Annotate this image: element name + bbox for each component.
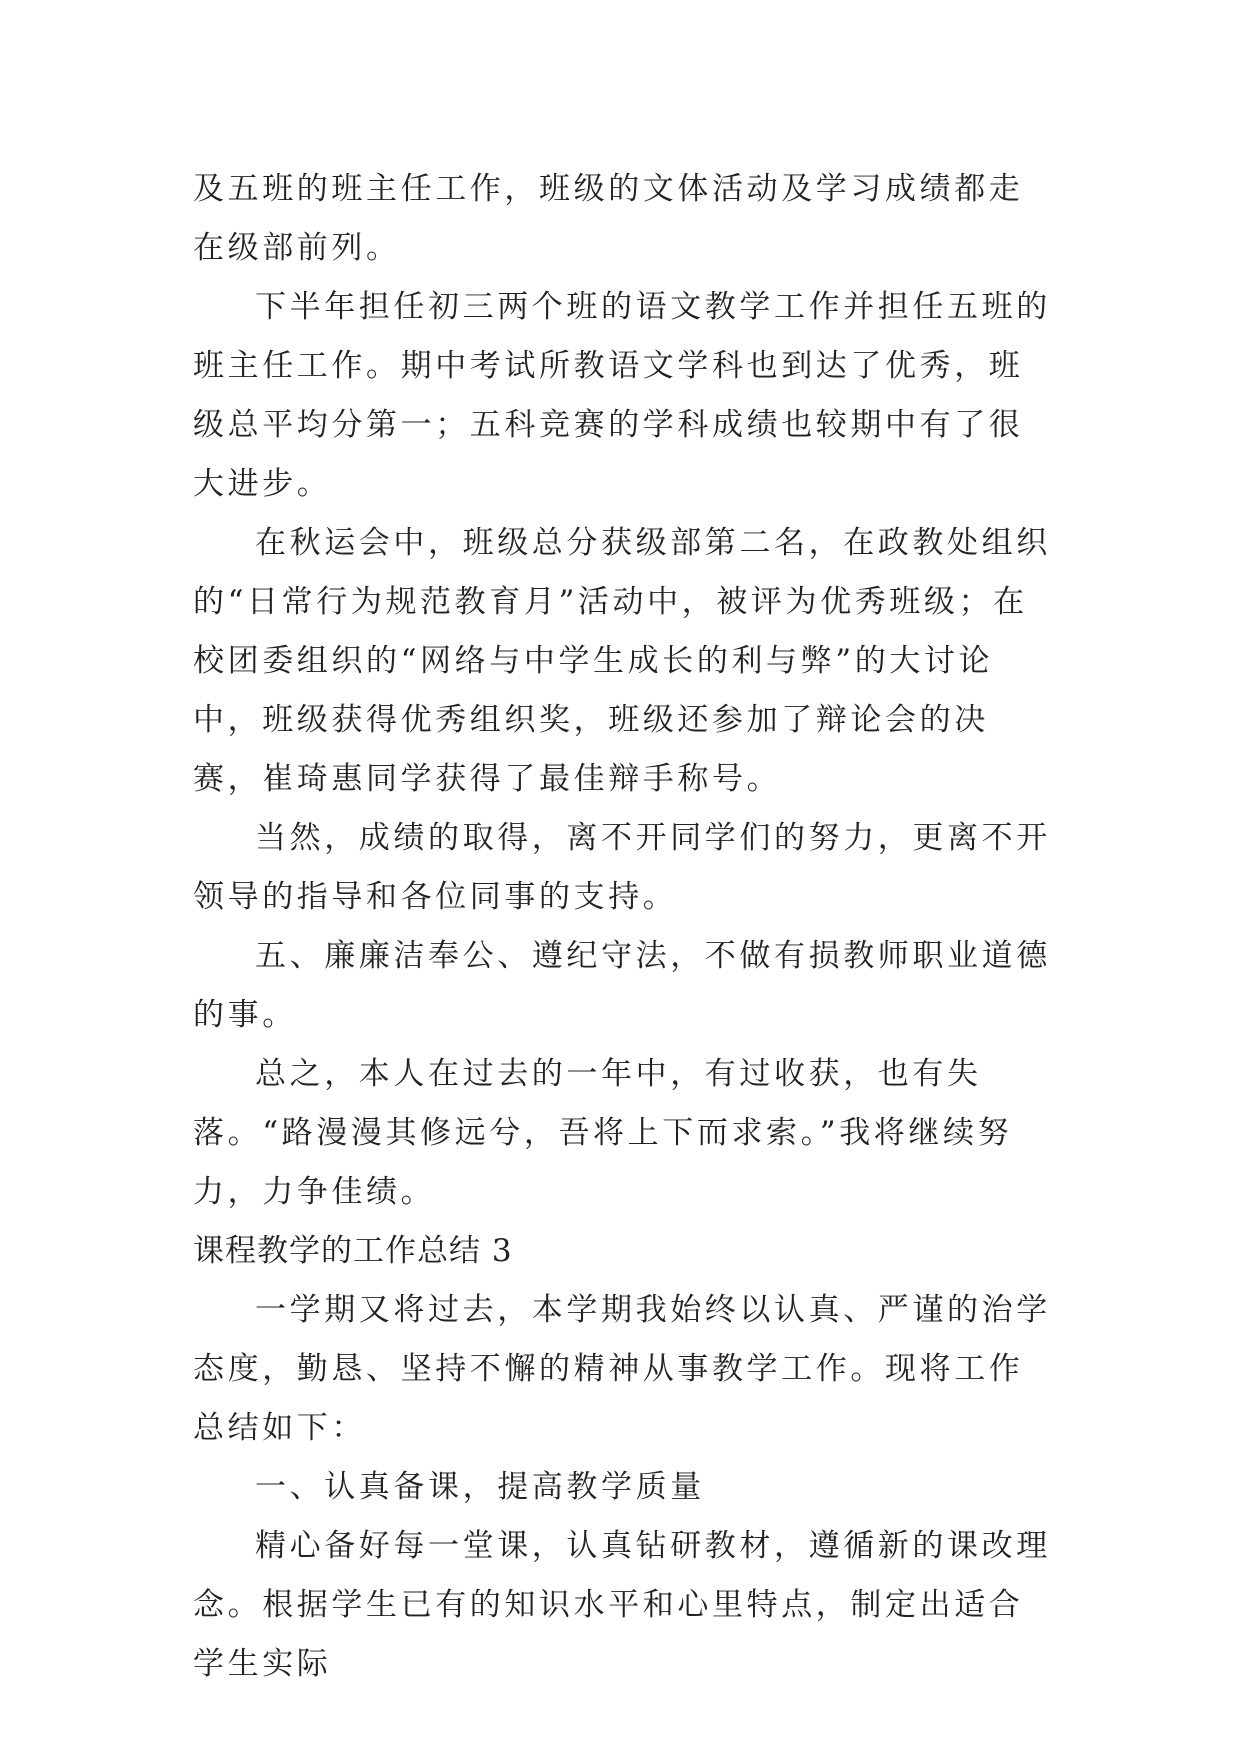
section-heading: 课程教学的工作总结 3	[193, 1233, 513, 1269]
paragraph-continuation: 及五班的班主任工作，班级的文体活动及学习成绩都走在级部前列。	[193, 171, 1024, 266]
paragraph-autumn-sports: 在秋运会中，班级总分获级部第二名，在政教处组织的“日常行为规范教育月”活动中，被评为优秀班级；在校团委组织的“网络与中学生成长的利与弊”的大讨论中，班级获得优秀组织奖，班级还参加了辩论会的决赛，崔琦惠同学获得了最佳辩手称号。	[193, 525, 1051, 797]
paragraph-second-half-year: 下半年担任初三两个班的语文教学工作并担任五班的班主任工作。期中考试所教语文学科也到达了优秀，班级总平均分第一；五科竞赛的学科成绩也较期中有了很大进步。	[193, 289, 1051, 502]
paragraph-section-five: 五、廉廉洁奉公、遵纪守法，不做有损教师职业道德的事。	[193, 938, 1051, 1033]
paragraph-conclusion: 总之，本人在过去的一年中，有过收获，也有失落。“路漫漫其修远兮，吾将上下而求索。”我将继续努力，力争佳绩。	[193, 1056, 1013, 1210]
document-body	[193, 160, 1053, 1694]
subheading-lesson-prep: 一、认真备课，提高教学质量	[255, 1469, 705, 1505]
paragraph-acknowledgement: 当然，成绩的取得，离不开同学们的努力，更离不开领导的指导和各位同事的支持。	[193, 820, 1051, 915]
paragraph-semester-intro: 一学期又将过去，本学期我始终以认真、严谨的治学态度，勤恳、坚持不懈的精神从事教学工作。现将工作总结如下：	[193, 1292, 1051, 1446]
paragraph-lesson-prep: 精心备好每一堂课，认真钻研教材，遵循新的课改理念。根据学生已有的知识水平和心里特点，制定出适合学生实际	[193, 1528, 1051, 1682]
